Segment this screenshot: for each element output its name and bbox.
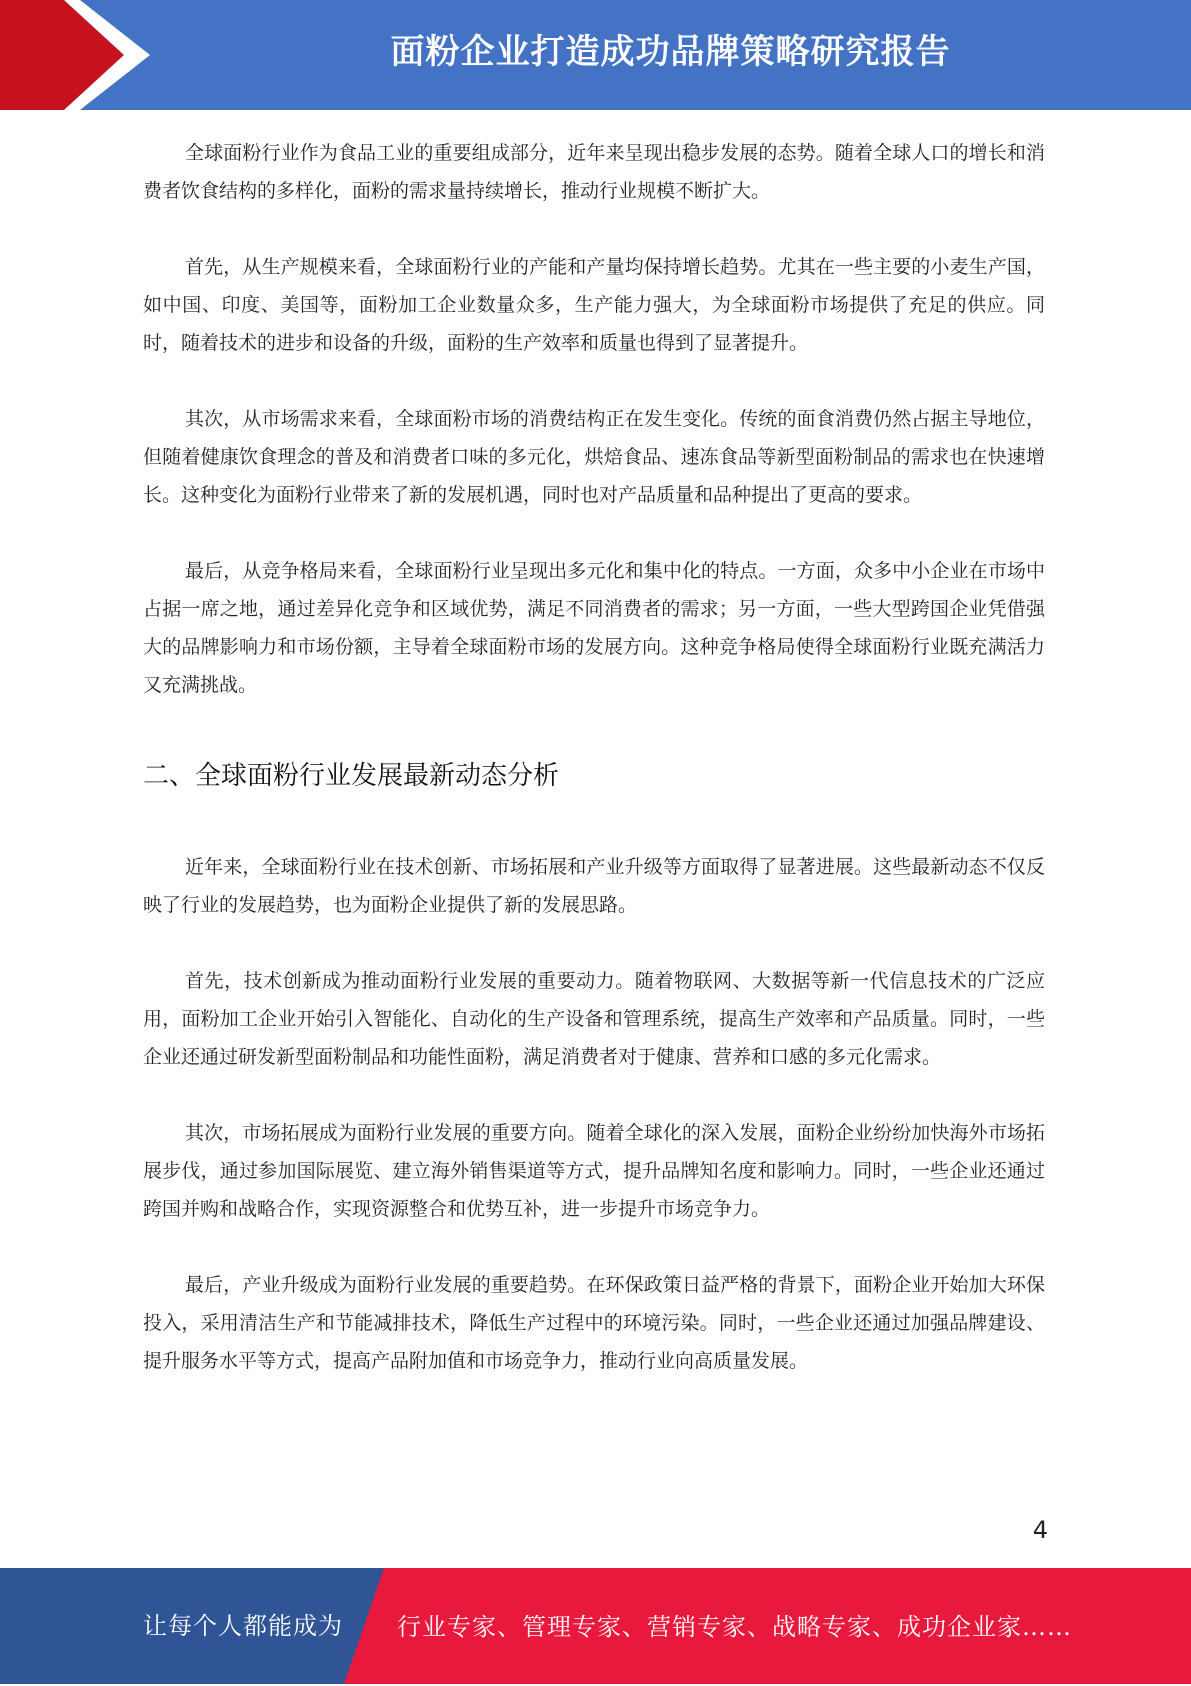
paragraph: 近年来，全球面粉行业在技术创新、市场拓展和产业升级等方面取得了显著进展。这些最新动态不仅反映了行业的发展趋势，也为面粉企业提供了新的发展思路。 bbox=[143, 856, 1045, 916]
paragraph: 首先，技术创新成为推动面粉行业发展的重要动力。随着物联网、大数据等新一代信息技术的广泛应用，面粉加工企业开始引入智能化、自动化的生产设备和管理系统，提高生产效率和产品质量。同时，一些企业还通过研发新型面粉制品和功能性面粉，满足消费者对于健康、营养和口感的多元化需求。 bbox=[143, 970, 1045, 1068]
paragraph: 全球面粉行业作为食品工业的重要组成部分，近年来呈现出稳步发展的态势。随着全球人口的增长和消费者饮食结构的多样化，面粉的需求量持续增长，推动行业规模不断扩大。 bbox=[143, 142, 1045, 202]
footer-slogan-right: 行业专家、管理专家、营销专家、战略专家、成功企业家…… bbox=[397, 1613, 1072, 1641]
document-body bbox=[143, 134, 1045, 1380]
paragraph: 其次，从市场需求来看，全球面粉市场的消费结构正在发生变化。传统的面食消费仍然占据主导地位，但随着健康饮食理念的普及和消费者口味的多元化，烘焙食品、速冻食品等新型面粉制品的需求也在快速增长。这种变化为面粉行业带来了新的发展机遇，同时也对产品质量和品种提出了更高的要求。 bbox=[143, 408, 1045, 506]
section-heading: 二、全球面粉行业发展最新动态分析 bbox=[143, 761, 560, 791]
paragraph: 最后，从竞争格局来看，全球面粉行业呈现出多元化和集中化的特点。一方面，众多中小企业在市场中占据一席之地，通过差异化竞争和区域优势，满足不同消费者的需求；另一方面，一些大型跨国企业凭借强大的品牌影响力和市场份额，主导着全球面粉市场的发展方向。这种竞争格局使得全球面粉行业既充满活力又充满挑战。 bbox=[143, 560, 1045, 696]
report-title: 面粉企业打造成功品牌策略研究报告 bbox=[390, 32, 951, 72]
page-footer bbox=[0, 1568, 1191, 1684]
paragraph: 最后，产业升级成为面粉行业发展的重要趋势。在环保政策日益严格的背景下，面粉企业开始加大环保投入，采用清洁生产和节能减排技术，降低生产过程中的环境污染。同时，一些企业还通过加强品牌建设、提升服务水平等方式，提高产品附加值和市场竞争力，推动行业向高质量发展。 bbox=[143, 1274, 1045, 1372]
page-header bbox=[0, 0, 1191, 110]
paragraph: 首先，从生产规模来看，全球面粉行业的产能和产量均保持增长趋势。尤其在一些主要的小麦生产国，如中国、印度、美国等，面粉加工企业数量众多，生产能力强大，为全球面粉市场提供了充足的供应。同时，随着技术的进步和设备的升级，面粉的生产效率和质量也得到了显著提升。 bbox=[143, 256, 1045, 354]
header-arrow-icon bbox=[0, 0, 150, 110]
footer-slogan-left: 让每个人都能成为 bbox=[143, 1612, 343, 1640]
paragraph: 其次，市场拓展成为面粉行业发展的重要方向。随着全球化的深入发展，面粉企业纷纷加快海外市场拓展步伐，通过参加国际展览、建立海外销售渠道等方式，提升品牌知名度和影响力。同时，一些企业还通过跨国并购和战略合作，实现资源整合和优势互补，进一步提升市场竞争力。 bbox=[143, 1122, 1045, 1220]
page-number: 4 bbox=[1032, 1516, 1048, 1544]
